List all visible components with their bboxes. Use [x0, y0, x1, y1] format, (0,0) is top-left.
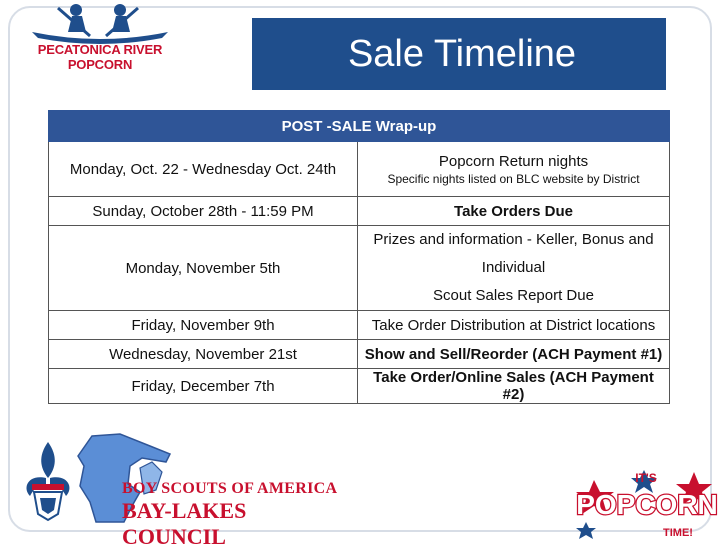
brand-name: PECATONICA RIVER POPCORN [37, 42, 163, 72]
badge-bottom-text: TIME! [663, 527, 693, 539]
council-line1: BOY SCOUTS OF AMERICA [122, 480, 338, 497]
row-event: Show and Sell/Reorder (ACH Payment #1) [358, 340, 670, 369]
table-header: POST -SALE Wrap-up [49, 111, 670, 142]
canoe-icon [28, 2, 172, 46]
event-subtext: Specific nights listed on BLC website by District [387, 171, 640, 186]
bay-lakes-council-logo [18, 432, 348, 549]
fleur-de-lis-icon [18, 438, 78, 522]
row-date: Sunday, October 28th - 11:59 PM [49, 197, 358, 226]
row-date: Friday, November 9th [49, 311, 358, 340]
event-text: Prizes and information - Keller, Bonus and Individual [373, 231, 654, 276]
row-event [358, 142, 670, 197]
table-row [49, 311, 670, 340]
table-row [49, 369, 670, 404]
event-text-line2: Scout Sales Report Due [433, 287, 594, 304]
badge-main-text: POPCORN [576, 489, 718, 520]
table-row [49, 340, 670, 369]
event-text: Popcorn Return nights [438, 152, 589, 170]
page-title: Sale Timeline [347, 32, 577, 75]
title-banner [252, 18, 666, 90]
row-event [358, 226, 670, 311]
table-row [49, 142, 670, 197]
row-event: Take Order/Online Sales (ACH Payment #2) [358, 369, 670, 404]
table-row [49, 226, 670, 311]
council-line2: BAY-LAKES COUNCIL [122, 498, 247, 549]
row-date: Friday, December 7th [49, 369, 358, 404]
row-date: Monday, Oct. 22 - Wednesday Oct. 24th [49, 142, 358, 197]
timeline-table [48, 110, 670, 404]
row-event: Take Order Distribution at District locations [358, 311, 670, 340]
table-row [49, 197, 670, 226]
popcorn-time-badge [574, 462, 720, 540]
pecatonica-logo [6, 2, 194, 72]
row-date: Monday, November 5th [49, 226, 358, 311]
row-date: Wednesday, November 21st [49, 340, 358, 369]
badge-top-text: IT'S [635, 471, 657, 485]
row-event: Take Orders Due [358, 197, 670, 226]
